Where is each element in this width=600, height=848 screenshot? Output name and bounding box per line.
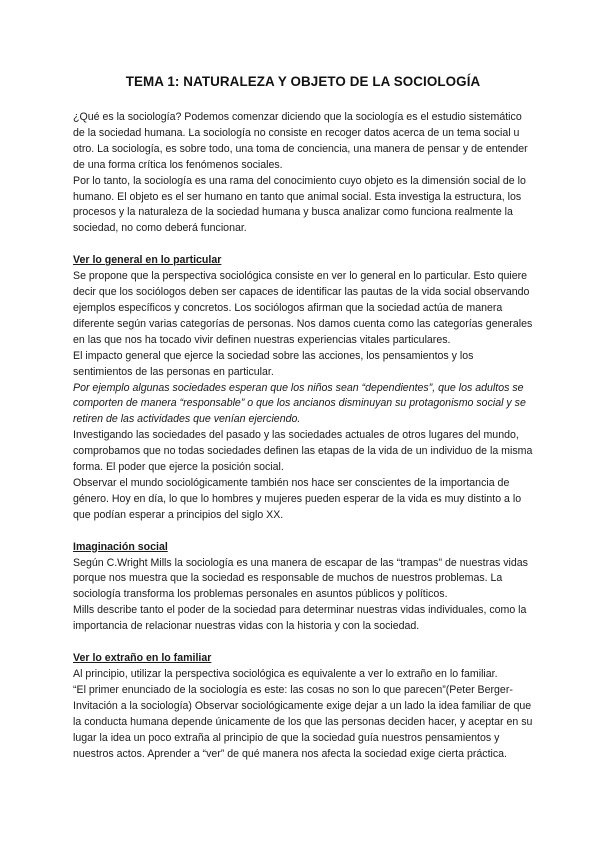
section-spacer xyxy=(73,635,533,651)
section3-paragraph-1: Al principio, utilizar la perspectiva sociológica es equivalente a ver lo extraño en lo familiar. xyxy=(73,668,498,680)
section2-paragraph-1: Según C.Wright Mills la sociología es una manera de escapar de las “trampas” de nuestras vidas porque nos muestra que la sociedad es responsable de muchos de nuestros problemas. La sociología transforma los problemas personales en asuntos públicos y políticos. xyxy=(73,556,528,601)
page-title: TEMA 1: NATURALEZA Y OBJETO DE LA SOCIOLOGÍA xyxy=(125,74,481,89)
section-spacer xyxy=(73,524,533,540)
section1-paragraph-5: Observar el mundo sociológicamente también nos hace ser conscientes de la importancia de género. Hoy en día, lo que lo hombres y mujeres pueden esperar de la vida es muy distinto a lo que podían esperar a principios del siglo XX. xyxy=(73,476,522,521)
intro-paragraph-2: Por lo tanto, la sociología es una rama del conocimiento cuyo objeto es la dimensión social de lo humano. El objeto es el ser humano en tanto que animal social. Esta investiga la estructura, los procesos y la naturaleza de la sociedad humana y busca analizar como funciona realmente la sociedad, no como deberá funcionar. xyxy=(73,174,526,235)
section1-paragraph-2: El impacto general que ejerce la sociedad sobre las acciones, los pensamientos y los sentimientos de las personas en particular. xyxy=(73,349,474,378)
section-heading-general-particular: Ver lo general en lo particular xyxy=(73,254,222,267)
section-heading-extrano-familiar: Ver lo extraño en lo familiar xyxy=(73,652,212,665)
section-heading-imaginacion-social: Imaginación social xyxy=(73,540,168,553)
section2-paragraph-2: Mills describe tanto el poder de la sociedad para determinar nuestras vidas individuales, como la importancia de relacionar nuestras vidas con la historia y con la sociedad. xyxy=(73,604,527,633)
intro-paragraph-1: ¿Qué es la sociología? Podemos comenzar diciendo que la sociología es el estudio sistemático de la sociedad humana. La sociología no consiste en recoger datos acerca de un tema social u otro. La sociología, es sobre todo, una toma de conciencia, una manera de pensar y de entender de una forma crítica los fenómenos sociales. xyxy=(73,111,528,171)
section1-paragraph-4: Investigando las sociedades del pasado y las sociedades actuales de otros lugares del mundo, comprobamos que no todas sociedades definen las etapas de la vida de un individuo de la misma forma. El poder que ejerce la posición social. xyxy=(73,429,533,474)
section-spacer xyxy=(73,237,533,253)
section3-paragraph-2: “El primer enunciado de la sociología es este: las cosas no son lo que parecen”(Peter Berger-Invitación a la sociología) Observar sociológicamente exige dejar a un lado la idea familiar de que la conducta humana depende únicamente de los que las personas deciden hacer, y aceptar en su lugar la idea un poco extraña al principio de que la sociedad guía nuestros pensamientos y nuestros actos. Aprender a “ver” de qué manera nos afecta la sociedad exige cierta práctica. xyxy=(73,683,533,760)
section1-paragraph-1: Se propone que la perspectiva sociológica consiste en ver lo general en lo particular. Esto quiere decir que los sociólogos deben ser capaces de identificar las pautas de la vida social observando ejemplos específicos y concretos. Los sociólogos afirman que la sociedad actúa de manera diferente según varias categorías de personas. Nos damos cuenta como las categorías generales en las que nos ha tocado vivir definen nuestras experiencias vitales particulares. xyxy=(73,270,533,346)
section1-example-paragraph: Por ejemplo algunas sociedades esperan que los niños sean “dependientes”, que los adultos se comporten de manera “responsable” o que los ancianos disminuyan su protagonismo social y se retiren de las actividades que venían ejerciendo. xyxy=(73,381,526,426)
document-body xyxy=(73,74,533,762)
